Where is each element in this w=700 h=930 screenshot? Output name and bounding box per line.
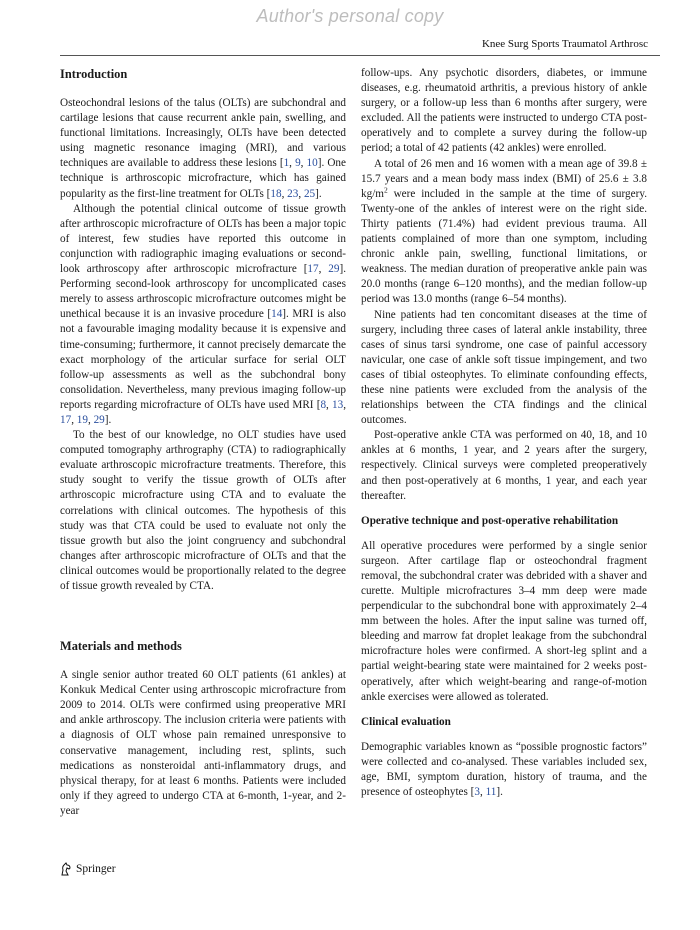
methods-paragraph-1-cont: follow-ups. Any psychotic disorders, diabetes, or immune diseases, e.g. rheumatoid arthritis, a previous history of ankle surgery, or a follow-up less than 6 months after surgery, were excluded. All the patients were instructed to undergo CTA post-operatively and to complete a survey during the follow-up period; a total of 42 patients (42 ankles) were enrolled. xyxy=(361,67,647,155)
operative-paragraph: All operative procedures were performed by a single senior surgeon. After cartilage flap or osteochondral fragment removal, the subchondral crater was debrided with a shaver and curette. Multiple microfractures 3–4 mm deep were made perpendicular to the subchondral bone with approximately 2–4 mm between the holes. After the input saline was turned off, bleeding and marrow fat droplet leakage from the subchondral microfracture holes were confirmed. A short-leg splint and a partial weight-bearing state were maintained for 2 weeks post-operatively, after which weight-bearing and range-of-motion ankle exercises were allowed as tolerated. xyxy=(361,539,647,703)
intro-paragraph-2: Although the potential clinical outcome of tissue growth after arthroscopic microfracture of OLTs has been a major topic of interest, few studies have reported this outcome in conjunction with radiographic imaging evaluations or second-look arthroscopy after arthroscopic microfracture [17, 29]. Performing second-look arthroscopy for uncomplicated cases merely to assess arthroscopic microfracture outcomes might be unethical because it is an invasive procedure [14]. MRI is also not a favourable imaging modality because it is expensive and time-consuming; furthermore, it cannot precisely demarcate the exact morphology of the articular surface for serial OLT follow-up assessments as well as the subchondral bony consolidation. Nevertheless, many previous imaging follow-up reports regarding microfracture of OLTs have used MRI [8, 13, 17, 19, 29]. xyxy=(60,202,347,426)
clinical-paragraph: Demographic variables known as “possible prognostic factors” were collected and co-analysed. These variables included sex, age, BMI, symptom duration, history of trauma, and the presence of osteophytes [3, 11]. xyxy=(361,740,647,799)
springer-horse-icon xyxy=(60,862,72,876)
intro-paragraph-3: To the best of our knowledge, no OLT studies have used computed tomography arthrography (CTA) to radiographically evaluate arthroscopic microfracture treatments. Therefore, this study sought to verify the tissue growth of OLTs after arthroscopic microfracture using CTA and to evaluate the correlations with clinical outcomes. The hypothesis of this study was that CTA could be used to evaluate not only the tissue growth but also the joint congruency and subchondral changes after arthroscopic microfracture of OLTs and that the clinical outcomes would be proportionally related to the degree of tissue growth revealed by CTA. xyxy=(60,429,346,592)
methods-paragraph-3: Nine patients had ten concomitant diseases at the time of surgery, including three cases of lateral ankle instability, three cases of sinus tarsi syndrome, one case of painful accessory navicular, one case of ankle soft tissue impingement, and two cases of tibial osteophytes. To eliminate confounding effects, these nine patients were excluded from the analysis of the relationships between the CTA findings and the clinical outcomes. xyxy=(361,308,647,427)
citation-link[interactable]: 13 xyxy=(332,398,344,411)
methods-paragraph-2: A total of 26 men and 16 women with a mean age of 39.8 ± 15.7 years and a mean body mass index (BMI) of 25.6 ± 3.8 $kg/m^2$ were included in the sample at the time of surgery. Twenty-one of the ankles of interest were on the right side. Thirty patients (71.4%) had evident previous trauma. All patients complained of more than one symptom, including chronic ankle pain, swelling, functional limitations, or weakness. The median duration of preoperative ankle pain was 20.0 months (range 6–120 months), and the median follow-up period was 13.0 months (range 6–54 months). xyxy=(361,157,647,306)
methods-paragraph-1: A single senior author treated 60 OLT patients (61 ankles) at Konkuk Medical Center using arthroscopic microfracture from 2009 to 2014. OLTs were confirmed using preoperative MRI and ankle arthroscopy. The inclusion criteria were patients with a diagnosis of OLT whose pain remained unresponsive to conservative management, including rest, splints, such medications as nonsteroidal anti-inflammatory drugs, and physical therapy, for at least 6 months. Patients were included only if they agreed to undergo CTA at 6-month, 1-year, and 2-year xyxy=(60,669,346,817)
citation-link[interactable]: 11 xyxy=(485,786,497,799)
citation-link[interactable]: 17 xyxy=(60,413,72,426)
publisher-name: Springer xyxy=(76,863,116,875)
running-header: Knee Surg Sports Traumatol Arthrosc xyxy=(481,38,648,50)
citation-link[interactable]: 3 xyxy=(474,786,480,799)
methods-paragraph-4: Post-operative ankle CTA was performed on 40, 18, and 10 ankles at 6 months, 1 year, and 2 years after the surgery, respectively. Clinical surveys were completed preoperatively and then post-operatively at 6 months, 1 year, and each year thereafter. xyxy=(361,429,647,502)
citation-link[interactable]: 19 xyxy=(76,413,88,426)
methods-heading: Materials and methods xyxy=(60,639,182,654)
clinical-evaluation-heading: Clinical evaluation xyxy=(361,715,451,728)
citation-link[interactable]: 1 xyxy=(283,157,290,170)
watermark: Author's personal copy xyxy=(256,6,444,26)
citation-link[interactable]: 8 xyxy=(320,398,327,411)
header-rule xyxy=(60,55,660,56)
intro-paragraph-1: Osteochondral lesions of the talus (OLTs) are subchondral and cartilage lesions that cause recurrent ankle pain, swelling, and functional limitations. Increasingly, OLTs have been detected using magnetic resonance imaging (MRI), and various techniques are available to address these lesions [1, 9, 10]. One technique is arthroscopic microfracture, which has gained popularity as the first-line treatment for OLTs [18, 23, 25]. xyxy=(60,97,346,200)
operative-technique-heading: Operative technique and post-operative rehabilitation xyxy=(361,514,619,527)
citation-link[interactable]: 9 xyxy=(295,157,301,170)
citation-link[interactable]: 10 xyxy=(306,157,318,170)
citation-link[interactable]: 29 xyxy=(93,413,105,426)
citation-link[interactable]: 14 xyxy=(271,308,283,321)
citation-link[interactable]: 23 xyxy=(287,187,299,200)
citation-link[interactable]: 29 xyxy=(328,263,340,276)
left-column xyxy=(60,66,346,819)
footer xyxy=(60,862,116,876)
introduction-heading: Introduction xyxy=(60,67,128,81)
right-column xyxy=(361,66,647,800)
citation-link[interactable]: 18 xyxy=(270,187,282,200)
citation-link[interactable]: 25 xyxy=(303,187,316,200)
citation-link[interactable]: 17 xyxy=(307,263,319,276)
